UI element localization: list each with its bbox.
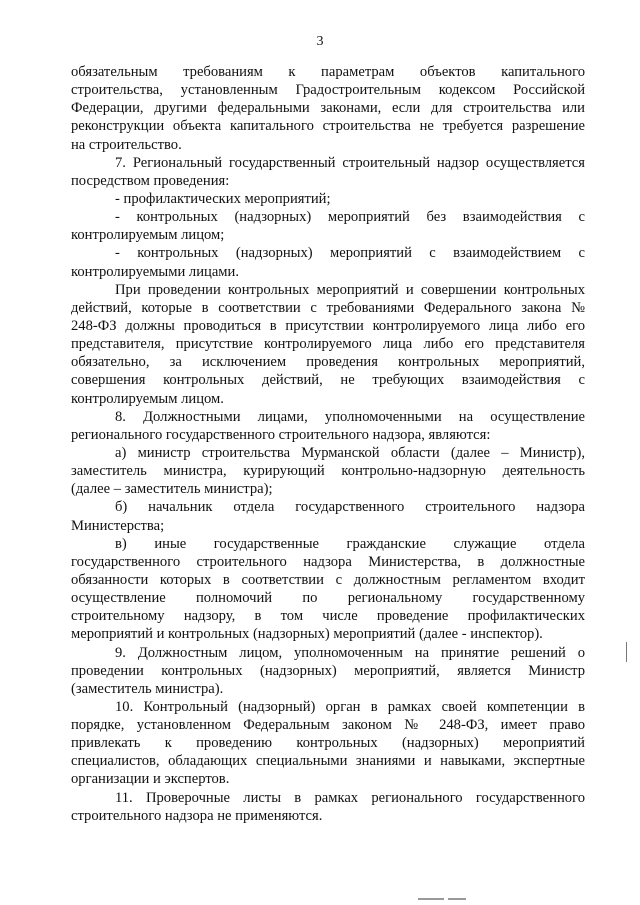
text-line: на строительство.	[71, 136, 182, 153]
text-line: 7. Региональный государственный строительный надзор осуществляется	[115, 154, 585, 171]
text-line: - контрольных (надзорных) мероприятий без взаимодействия с	[115, 209, 585, 226]
text-line: строительному надзору, в том числе проведение профилактических	[71, 608, 585, 625]
text-line: заместитель министра, курирующий контрольно-надзорную деятельность	[71, 463, 585, 480]
text-line: При проведении контрольных мероприятий и совершении контрольных	[115, 281, 585, 298]
text-line: - профилактических мероприятий;	[115, 190, 331, 207]
text-line: обязательным требованиям к параметрам объектов капитального	[71, 64, 585, 80]
text-line: Министерства;	[71, 517, 165, 534]
footer-mark	[448, 898, 466, 900]
text-line: 9. Должностным лицом, уполномоченным на принятие решений о	[115, 644, 585, 661]
text-line: 8. Должностными лицами, уполномоченными на осуществление	[115, 408, 585, 425]
text-line: (далее – заместитель министра);	[71, 481, 273, 498]
text-line: (заместитель министра).	[71, 680, 224, 697]
text-line: обязанности которых в соответствии с должностным регламентом входит	[71, 571, 585, 588]
text-line: контролируемым лицом;	[71, 227, 225, 244]
text-line: в) иные государственные гражданские служащие отдела	[115, 535, 585, 552]
text-line: реконструкции объекта капитального строительства не требуется разрешение	[71, 118, 585, 135]
text-line: организации и экспертов.	[71, 771, 230, 788]
text-line: строительства, установленным Градостроительным кодексом Российской	[71, 82, 585, 99]
margin-mark	[626, 642, 627, 662]
text-line: контролируемыми лицами.	[71, 263, 239, 280]
text-line: привлекать к проведению контрольных (надзорных) мероприятий	[71, 735, 585, 752]
text-line: 11. Проверочные листы в рамках регионального государственного	[115, 789, 585, 806]
text-line: проведении контрольных (надзорных) мероприятий, является Министр	[71, 662, 585, 679]
text-line: осуществление полномочий по региональному государственному	[71, 590, 585, 607]
text-line: б) начальник отдела государственного строительного надзора	[115, 499, 585, 516]
text-line: обязательно, за исключением проведения контрольных мероприятий,	[71, 354, 585, 371]
text-line: контролируемым лицом.	[71, 390, 224, 407]
page-number: 3	[316, 34, 324, 49]
text-line: посредством проведения:	[71, 172, 230, 189]
text-line: строительного надзора не применяются.	[71, 807, 323, 824]
text-line: мероприятий и контрольных (надзорных) мероприятий (далее - инспектор).	[71, 626, 543, 643]
text-line: специалистов, обладающих специальными знаниями и навыками, экспертные	[71, 753, 585, 770]
document-body	[71, 63, 585, 825]
text-line: 248-ФЗ должны проводиться в присутствии контролируемого лица либо его	[71, 317, 585, 334]
text-line: 10. Контрольный (надзорный) орган в рамках своей компетенции в	[115, 698, 585, 715]
text-line: действий, которые в соответствии с требованиями Федерального закона №	[71, 299, 585, 316]
text-line: Федерации, другими федеральными законами, если для строительства или	[71, 100, 585, 117]
text-line: а) министр строительства Мурманской области (далее – Министр),	[115, 444, 585, 461]
text-line: государственного строительного надзора Министерства, в должностные	[71, 553, 585, 570]
text-line: регионального государственного строительного надзора, являются:	[71, 426, 491, 443]
text-line: представителя, присутствие контролируемого лица либо его представителя	[71, 336, 585, 353]
text-line: совершения контрольных действий, не требующих взаимодействия с	[71, 372, 585, 389]
text-line: порядке, установленном Федеральным законом № 248-ФЗ, имеет право	[71, 717, 585, 734]
text-line: - контрольных (надзорных) мероприятий с взаимодействием с	[115, 245, 585, 262]
footer-mark	[418, 898, 444, 900]
